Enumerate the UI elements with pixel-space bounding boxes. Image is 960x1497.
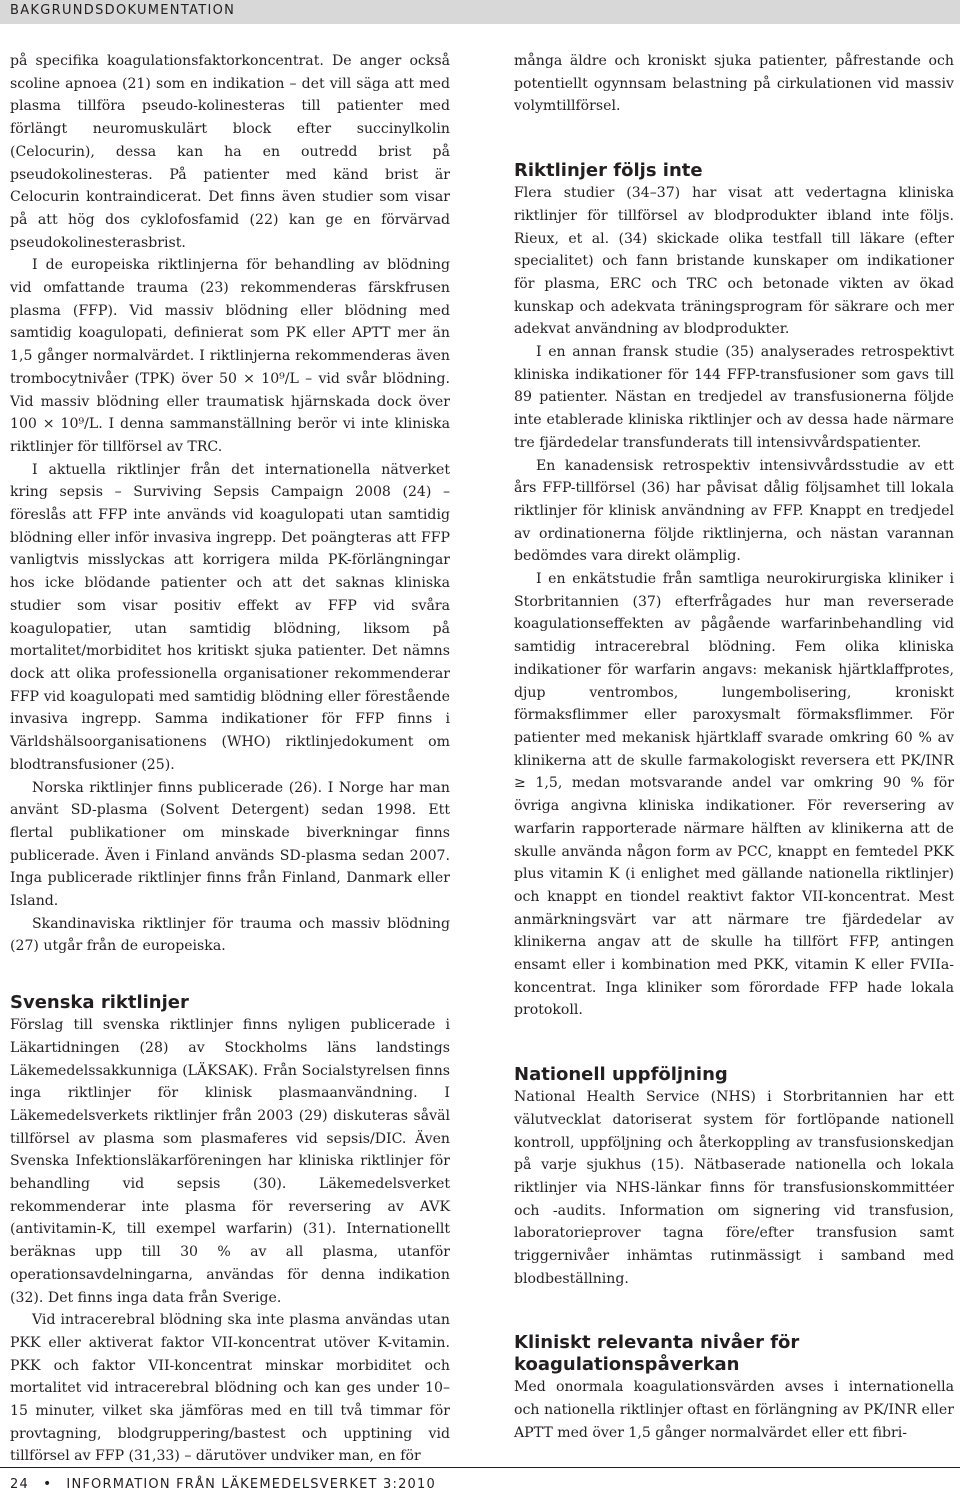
paragraph: Norska riktlinjer finns publicerade (26). I Norge har man använt SD-plasma (Solvent Detergent) sedan 1998. Ett flertal publikationer om minskade biverkningar finns publicerade. Även i Finland används SD-plasma sedan 2007. Inga publicerade riktlinjer finns från Finland, Danmark eller Island.: [10, 779, 450, 910]
paragraph: Med onormala koagulationsvärden avses i internationella och nationella riktlinjer oftast en förlängning av PK/INR eller APTT med över 1,5 gånger normalvärdet eller ett fibri-: [514, 1379, 954, 1441]
footer: [10, 1476, 436, 1492]
paragraph: I en annan fransk studie (35) analyserades retrospektivt kliniska indikationer för 144 FFP-transfusioner som gavs till 89 patienter. Nästan en tredjedel av transfusionerna följde inte etablerade kliniska riktlinjer och av dessa hade närmare tre fjärdedelar transfunderats till intensivvårdspatienter.: [514, 344, 954, 451]
paragraph: många äldre och kroniskt sjuka patienter, påfrestande och potentiellt ogynnsam belastning på cirkulationen vid massiv volymtillförsel.: [514, 53, 954, 115]
heading-nationell-uppfoljning: Nationell uppföljning: [514, 1064, 728, 1086]
header-bar: [0, 0, 960, 24]
paragraph: på specifika koagulationsfaktorkoncentrat. De anger också scoline apnoea (21) som en indikation – det vill säga att med plasma tillföra pseudo-kolinesteras till patienter med förlängt neuromuskulärt block efter succinylkolin (Celocurin), dessa kan ha en outredd brist på pseudokolinesteras. På patienter med känd brist är Celocurin kontraindicerat. Det finns även studier som visar på att hög dos cyklofosfamid (22) kan ge en förvärvad pseudokolinesterasbrist.: [10, 53, 450, 251]
heading-svenska-riktlinjer: Svenska riktlinjer: [10, 992, 189, 1014]
paragraph: Förslag till svenska riktlinjer finns nyligen publicerade i Läkartidningen (28) av Stockholms läns landstings Läkemedelssakkunniga (LÄKSAK). Från Socialstyrelsen finns inga riktlinjer för klinisk plasmaanvändning. I Läkemedelsverkets riktlinjer från 2003 (29) diskuteras såväl tillförsel av plasma som plasmaferes vid sepsis/DIC. Även Svenska Infektionsläkarföreningen har kliniska riktlinjer för behandling vid sepsis (30). Läkemedelsverket rekommenderar inte plasma för reversering av AVK (antivitamin-K, till exempel warfarin) (31). Internationellt beräknas upp till 30 % av all plasma, utanför operationsavdelningarna, användas för denna indikation (32). Det finns inga data från Sverige.: [10, 1017, 450, 1306]
paragraph: Vid intracerebral blödning ska inte plasma användas utan PKK eller aktiverat faktor VII-koncentrat utöver K-vitamin. PKK och faktor VII-koncentrat minskar morbiditet och mortalitet vid intracerebral blödning och kan ges under 10–15 minuter, vilket ska jämföras med en till två timmar för provtagning, blodgruppering/bastest och upptining vid tillförsel av FFP (31,33) – därutöver undviker man, en för: [10, 1312, 450, 1465]
paragraph: I de europeiska riktlinjerna för behandling av blödning vid omfattande trauma (23) rekommenderas färskfrusen plasma (FFP). Vid massiv blödning eller blödning med samtidig koagulopati, definierat som PK eller APTT mer än 1,5 gånger normalvärdet. I riktlinjerna rekommenderas även trombocytnivåer (TPK) över 50 × 10⁹/L – vid svår blödning. Vid massiv blödning eller traumatisk hjärnskada dock över 100 × 10⁹/L. I denna sammanställning berör vi inte kliniska riktlinjer för tillförsel av TRC.: [10, 257, 450, 455]
heading-riktlinjer-foljs-inte: Riktlinjer följs inte: [514, 160, 703, 182]
right-column: [514, 50, 954, 1445]
bullet-separator: •: [42, 1476, 53, 1492]
section-label: BAKGRUNDSDOKUMENTATION: [10, 3, 236, 18]
footer-divider: [0, 1467, 960, 1468]
publication-title: INFORMATION FRÅN LÄKEMEDELSVERKET 3:2010: [66, 1476, 436, 1492]
left-column: [10, 50, 450, 1468]
paragraph: I aktuella riktlinjer från det internationella nätverket kring sepsis – Surviving Sepsis Campaign 2008 (24) – föreslås att FFP inte används vid koagulopati utan samtidig blödning eller inför invasiva ingrepp. Det poängteras att FFP vanligtvis misslyckas att korrigera milda PK-förlängningar hos icke blödande patienter och att det saknas kliniska studier som visar positiv effekt av FFP vid svåra koagulopatier, utan samtidig blödning, liksom på mortalitet/morbiditet hos kritiskt sjuka patienter. Det nämns dock att olika professionella organisationer rekommenderar FFP vid koagulopati med samtidig blödning eller förestående invasiva ingrepp. Samma indikationer för FFP finns i Världshälsoorganisationens (WHO) riktlinjedokument om blodtransfusioner (25).: [10, 461, 450, 773]
page-number: 24: [10, 1476, 29, 1492]
paragraph: I en enkätstudie från samtliga neurokirurgiska kliniker i Storbritannien (37) efterfrågades hur man reverserade koagulationseffekten av pågående warfarinbehandling vid samtidig intracerebral blödning. Fem olika kliniska indikationer för warfarin angavs: mekanisk hjärtklaffprotes, djup ventrombos, lungembolisering, kroniskt förmaksflimmer eller paroxysmalt förmaksflimmer. För patienter med mekanisk hjärtklaff svarade omkring 60 % av klinikerna att de skulle farmakologiskt reversera ett PK/INR ≥ 1,5, medan motsvarande andel var omkring 90 % för övriga angivna kliniska indikationer. För reversering av warfarin rapporterade närmare hälften av klinikerna att de skulle använda någon form av PCC, knappt en femtedel PKK plus vitamin K (i enlighet med gällande nationella riktlinjer) och knappt en tiondel reaktivt faktor VII-koncentrat. Mest anmärkningsvärt var att närmare tre fjärdedelar av klinikerna angav att de skulle ha tillfört FFP, antingen ensamt eller i kombination med PKK, vitamin K eller FVIIa-koncentrat. Inga kliniker som förordade FFP hade lokala protokoll.: [514, 571, 954, 1019]
paragraph: En kanadensisk retrospektiv intensivvårdsstudie av ett års FFP-tillförsel (36) har påvisat dålig följsamhet till lokala riktlinjer för klinisk användning av FFP. Knappt en tredjedel av ordinationerna följde riktlinjerna, och nästan varannan bedömdes vara direkt olämplig.: [514, 457, 954, 565]
paragraph: Skandinaviska riktlinjer för trauma och massiv blödning (27) utgår från de europeiska.: [10, 915, 450, 955]
paragraph: National Health Service (NHS) i Storbritannien har ett välutvecklat datoriserat system för fortlöpande nationell kontroll, uppföljning och återkoppling av transfusionskedjan på varje sjukhus (15). Nätbaserade nationella och lokala riktlinjer via NHS-länkar finns för transfusionskommittéer och -audits. Information om signering vid transfusion, laboratorieprover tagna före/efter transfusion samt triggernivåer inhämtas rutinmässigt i samband med blodbeställning.: [514, 1089, 954, 1287]
paragraph: Flera studier (34–37) har visat att vedertagna kliniska riktlinjer för tillförsel av blodprodukter ibland inte följs. Rieux, et al. (34) skickade olika testfall till läkare (efter specialitet) och fann bristande kunskaper om indikationer för plasma, ERC och TRC och betonade vikten av ökad kunskap och adekvata träningsprogram för säkrare och mer adekvat användning av blodprodukter.: [514, 185, 954, 338]
heading-kliniskt-relevanta-nivaer: Kliniskt relevanta nivåer för koagulationspåverkan: [514, 1332, 800, 1376]
